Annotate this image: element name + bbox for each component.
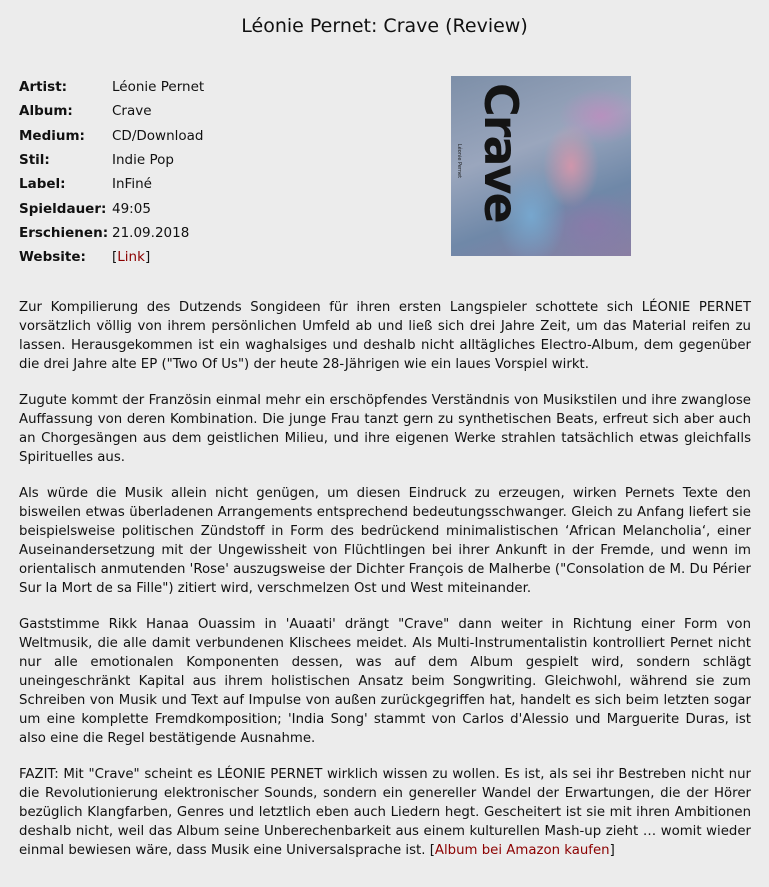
- album-cover-image: [451, 76, 631, 256]
- review-paragraph: Als würde die Musik allein nicht genügen, um diesen Eindruck zu erzeugen, wirken Pernets Texte den bisweilen etwas überladenen Arrangements entsprechend bedeutungsschwanger. Gleich zu Anfang liefert sie beispielsweise politischen Zündstoff in Form des bedrückend minimalistischen ‘African Melancholia‘, einer Auseinandersetzung mit der Ungewissheit von Flüchtlingen bei ihrer Ankunft in der Fremde, und wenn im orientalisch anmutenden 'Rose' auszugsweise der Dichter François de Malherbe ("Consolation de M. Du Périer Sur la Mort de sa Fille") zitiert wird, verschmelzen Ost und West miteinander.: [19, 486, 751, 596]
- info-label: Stil:: [19, 152, 50, 169]
- info-label: Spieldauer:: [19, 200, 107, 217]
- info-value: Crave: [112, 103, 152, 120]
- page-title: Léonie Pernet: Crave (Review): [241, 15, 528, 37]
- info-row-spieldauer: [19, 196, 204, 220]
- amazon-buy-link[interactable]: Album bei Amazon kaufen: [434, 843, 610, 858]
- info-label: Label:: [19, 176, 66, 193]
- album-info-table: [19, 75, 204, 269]
- info-value: Léonie Pernet: [112, 79, 205, 96]
- info-label: Medium:: [19, 127, 85, 144]
- info-label: Erschienen:: [19, 224, 109, 241]
- info-label: Album:: [19, 103, 73, 120]
- bracket-open: [: [112, 249, 118, 266]
- info-value: 21.09.2018: [112, 224, 190, 241]
- info-row-artist: [19, 75, 204, 99]
- info-row-erschienen: [19, 221, 204, 245]
- info-value: [112, 245, 204, 269]
- info-row-album: [19, 99, 204, 123]
- website-link[interactable]: Link: [117, 249, 145, 266]
- info-label: Website:: [19, 249, 86, 266]
- fazit-text: FAZIT: Mit "Crave" scheint es LÉONIE PERNET wirklich wissen zu wollen. Es ist, als sei ihr Bestreben nicht nur die Revolutionierung elektronischer Sounds, sondern ein genereller Wandel der Erwartungen, die der Hörer bezüglich Klangfarben, Genres und letztlich eben auch Liedern hegt. Gescheitert ist sie mit ihren Ambitionen deshalb nicht, weil das Album seine Unberechenbarkeit aus einem kulturellen Mash-up zieht … womit wieder einmal bewiesen wäre, dass Musik eine Universalsprache ist.: [19, 767, 751, 858]
- review-paragraph: Zugute kommt der Französin einmal mehr ein erschöpfendes Verständnis von Musikstilen und ihre zwanglose Auffassung von deren Kombination. Die junge Frau tanzt gern zu synthetischen Beats, erfreut sich aber auch an Chorgesängen aus dem geistlichen Milieu, und ihre eigenen Werke strahlen tatsächlich etwas gleichfalls Spirituelles aus.: [19, 393, 751, 465]
- info-row-stil: [19, 148, 204, 172]
- bracket-close: ]: [609, 843, 615, 858]
- cover-title-text: Crave: [474, 83, 528, 222]
- info-value: 49:05: [112, 200, 151, 217]
- info-value: InFiné: [112, 176, 152, 193]
- bracket-open: [: [429, 843, 435, 858]
- info-row-website: [19, 245, 204, 269]
- info-row-medium: [19, 124, 204, 148]
- review-paragraph: Zur Kompilierung des Dutzends Songideen für ihren ersten Langspieler schottete sich LÉONIE PERNET vorsätzlich völlig von ihrem persönlichen Umfeld ab und ließ sich drei Jahre Zeit, um das Material reifen zu lassen. Herausgekommen ist ein waghalsiges und deshalb nicht alltägliches Electro-Album, dem gegenüber die drei Jahre alte EP ("Two Of Us") der heute 28-Jährigen wie ein laues Vorspiel wirkt.: [19, 300, 751, 372]
- review-fazit-paragraph: [19, 765, 751, 860]
- bracket-close: ]: [144, 249, 151, 266]
- info-row-label: [19, 172, 204, 196]
- review-body: [19, 298, 751, 877]
- cover-artist-text: Léonie Pernet: [456, 143, 463, 179]
- info-value: Indie Pop: [112, 152, 174, 169]
- info-label: Artist:: [19, 79, 68, 96]
- info-value: CD/Download: [112, 127, 204, 144]
- review-paragraph: Gaststimme Rikk Hanaa Ouassim in 'Auaati' drängt "Crave" dann weiter in Richtung einer Form von Weltmusik, die alle damit verbundenen Klischees meidet. Als Multi-Instrumentalistin kontrolliert Pernet nicht nur alle emotionalen Komponenten dessen, was auf dem Album gespielt wird, sondern schlägt uneingeschränkt Kapital aus ihrem holistischen Ansatz beim Songwriting. Gleichwohl, während sie zum Schreiben von Musik und Text auf Impulse von außen zurückgegriffen hat, handelt es sich beim letzten sogar um eine komplette Fremdkomposition; 'India Song' stammt von Carlos d'Alessio und Marguerite Duras, ist also eine die Regel bestätigende Ausnahme.: [19, 617, 751, 746]
